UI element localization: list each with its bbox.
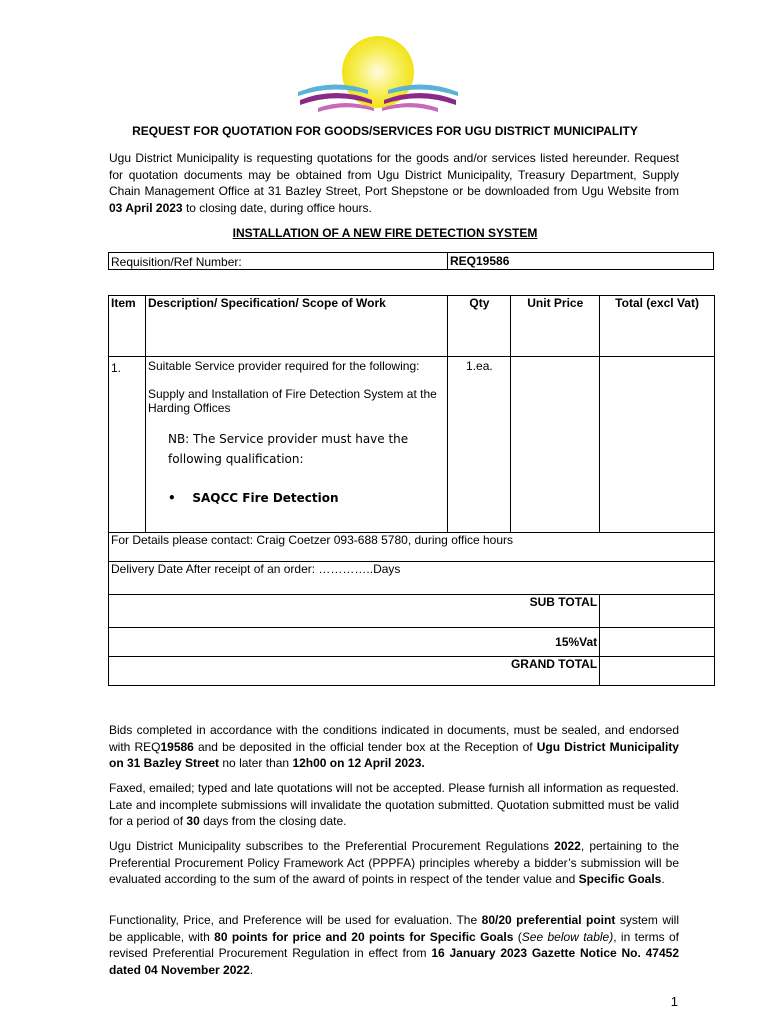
contact-row bbox=[109, 533, 715, 562]
vat-value-cell bbox=[600, 628, 715, 657]
header-qty: Qty bbox=[448, 296, 511, 357]
project-subheading: INSTALLATION OF A NEW FIRE DETECTION SYSTEM bbox=[232, 226, 538, 240]
requisition-box bbox=[108, 252, 714, 270]
vat-label: 15%Vat bbox=[109, 628, 600, 657]
desc-line-1: Suitable Service provider required for the following: bbox=[147, 359, 420, 373]
ugu-sun-logo-icon bbox=[288, 34, 468, 116]
requisition-label: Requisition/Ref Number: bbox=[111, 255, 242, 269]
subtotal-label: SUB TOTAL bbox=[109, 595, 600, 628]
header-description: Description/ Specification/ Scope of Work bbox=[145, 296, 447, 357]
item-description bbox=[145, 357, 447, 533]
desc-line-2: Supply and Installation of Fire Detection System at the Harding Offices bbox=[147, 387, 437, 415]
header-unit-price: Unit Price bbox=[511, 296, 600, 357]
faxed-paragraph: Faxed, emailed; typed and late quotations will not be accepted. Please furnish all information as requested. Late and incomplete submissions will invalidate the quotation submitted. Quotation submitted must be valid for a period of 30 days from the closing date. bbox=[109, 781, 679, 828]
subtotal-value-cell bbox=[600, 595, 715, 628]
grand-total-row bbox=[109, 657, 715, 686]
delivery-row bbox=[109, 562, 715, 595]
page-number: 1 bbox=[670, 994, 678, 1009]
item-unit-price-cell bbox=[511, 357, 600, 533]
pppfa-paragraph: Ugu District Municipality subscribes to the Preferential Procurement Regulations 2022, pertaining to the Preferential Procurement Policy Framework Act (PPPFA) principles whereby a bidder’s submission will be evaluated according to the sum of the award of points in respect of the tender value and Specific Goals. bbox=[109, 839, 679, 886]
functionality-paragraph: Functionality, Price, and Preference will be used for evaluation. The 80/20 preferential point system will be applicable, with 80 points for price and 20 points for Specific Goals (See below table), in terms of revised Preferential Procurement Regulation in effect from 16 January 2023 Gazette Notice No. 47452 dated 04 November 2022. bbox=[109, 913, 679, 977]
page-title: REQUEST FOR QUOTATION FOR GOODS/SERVICES FOR UGU DISTRICT MUNICIPALITY bbox=[132, 124, 638, 138]
grand-total-label: GRAND TOTAL bbox=[109, 657, 600, 686]
delivery-text: Delivery Date After receipt of an order: …………..Days bbox=[109, 562, 715, 595]
header-item: Item bbox=[109, 296, 146, 357]
item-number: 1. bbox=[109, 357, 146, 533]
item-total-cell bbox=[600, 357, 715, 533]
item-qty: 1.ea. bbox=[448, 357, 511, 533]
vat-row bbox=[109, 628, 715, 657]
bids-paragraph: Bids completed in accordance with the conditions indicated in documents, must be sealed, and endorsed with REQ19586 and be deposited in the official tender box at the Reception of Ugu District Municipality on 31 Bazley Street no later than 12h00 on 12 April 2023. bbox=[109, 723, 679, 770]
requisition-value: REQ19586 bbox=[447, 253, 509, 269]
contact-text: For Details please contact: Craig Coetzer 093-688 5780, during office hours bbox=[109, 533, 715, 562]
intro-paragraph: Ugu District Municipality is requesting quotations for the goods and/or services listed hereunder. Request for quotation documents may be obtained from Ugu District Municipality, Treasury Department, Supply Chain Management Office at 31 Bazley Street, Port Shepstone or be downloaded from Ugu Website from 03 April 2023 to closing date, during office hours. bbox=[109, 151, 679, 215]
table-header-row bbox=[109, 296, 715, 357]
table-row bbox=[109, 357, 715, 533]
grand-total-value-cell bbox=[600, 657, 715, 686]
quotation-table bbox=[108, 295, 715, 686]
header-total: Total (excl Vat) bbox=[600, 296, 715, 357]
subtotal-row bbox=[109, 595, 715, 628]
qualification-bullet: • SAQCC Fire Detection bbox=[167, 491, 339, 505]
nb-note: NB: The Service provider must have the following qualification: bbox=[167, 432, 409, 466]
